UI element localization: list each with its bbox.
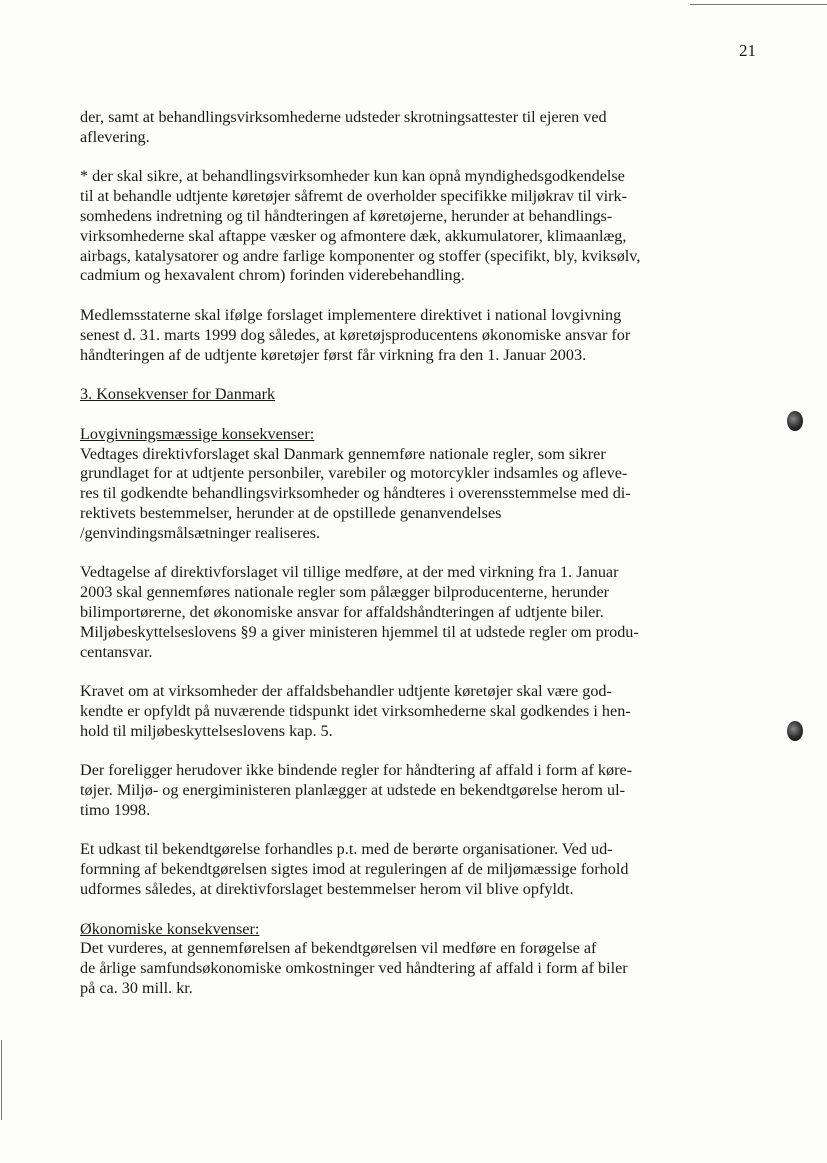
paragraph: der, samt at behandlingsvirksomhederne udsteder skrotningsattester til ejeren ved aflevering. [80,108,607,146]
paragraph: Der foreligger herudover ikke bindende regler for håndtering af affald i form af køre- tøjer. Miljø- og energiministeren planlægger at udstede en bekendtgørelse herom ul- timo 1998. [80,761,633,819]
paragraph: Vedtagelse af direktivforslaget vil tillige medføre, at der med virkning fra 1. Januar 2003 skal gennemføres nationale regler som pålægger bilproducenterne, herunder bilimportørerne, det økonomiske ansvar for affaldshåndteringen af udtjente biler. Miljøbeskyttelseslovens §9 a giver ministeren hjemmel til at udstede regler om produ- centansvar. [80,563,639,661]
paragraph: Vedtages direktivforslaget skal Danmark gennemføre nationale regler, som sikrer grundlaget for at udtjente personbiler, varebiler og motorcykler indsamles og afleve- res til godkendte behandlingsvirksomheder og håndteres i overensstemmelse med di- rektivets bestemmelser, herunder at de opstillede genanvendelses /genvindingsmålsætninger realiseres. [80,444,631,542]
paragraph: Medlemsstaterne skal ifølge forslaget implementere direktivet i national lovgivning senest d. 31. marts 1999 dog således, at køretøjsproducentens økonomiske ansvar for håndteringen af de udtjente køretøjer først får virkning fra den 1. Januar 2003. [80,305,631,364]
paragraph: Kravet om at virksomheder der affaldsbehandler udtjente køretøjer skal være god- kendte er opfyldt på nuværende tidspunkt idet virksomhederne skal godkendes i hen- hold til miljøbeskyttelseslovens kap. 5. [80,682,631,740]
document-body [80,108,760,1019]
subsection-heading-economic: Økonomiske konsekvenser: [80,919,260,938]
subsection-heading-legal: Lovgivningsmæssige konsekvenser: [80,424,315,443]
paragraph: Det vurderes, at gennemførelsen af bekendtgørelsen vil medføre en forøgelse af de årlige samfundsøkonomiske omkostninger ved håndtering af affald i form af biler på ca. 30 mill. kr. [80,939,628,998]
punch-hole-icon [787,721,803,741]
paragraph: Et udkast til bekendtgørelse forhandles p.t. med de berørte organisationer. Ved ud- formning af bekendtgørelsen sigtes imod at reguleringen af de miljømæssige forhold udformes således, at direktivforslaget bestemmelser herom vil blive opfyldt. [80,840,629,899]
section-heading: 3. Konsekvenser for Danmark [80,385,276,404]
punch-hole-icon [787,411,803,431]
paragraph: * der skal sikre, at behandlingsvirksomheder kun kan opnå myndighedsgodkendelse til at behandle udtjente køretøjer såfremt de overholder specifikke miljøkrav til virk- somhedens indretning og til håndteringen af køretøjerne, herunder at behandlings- virksomhederne skal aftappe væsker og afmontere dæk, akkumulatorer, klimaanlæg, airbags, katalysatorer og andre farlige komponenter og stoffer (specifikt, bly, kviksølv, cadmium og hexavalent chrom) forinden viderebehandling. [80,167,641,285]
page-number: 21 [739,41,756,60]
scan-edge-line [1,1040,2,1120]
scan-edge-line [690,4,827,5]
